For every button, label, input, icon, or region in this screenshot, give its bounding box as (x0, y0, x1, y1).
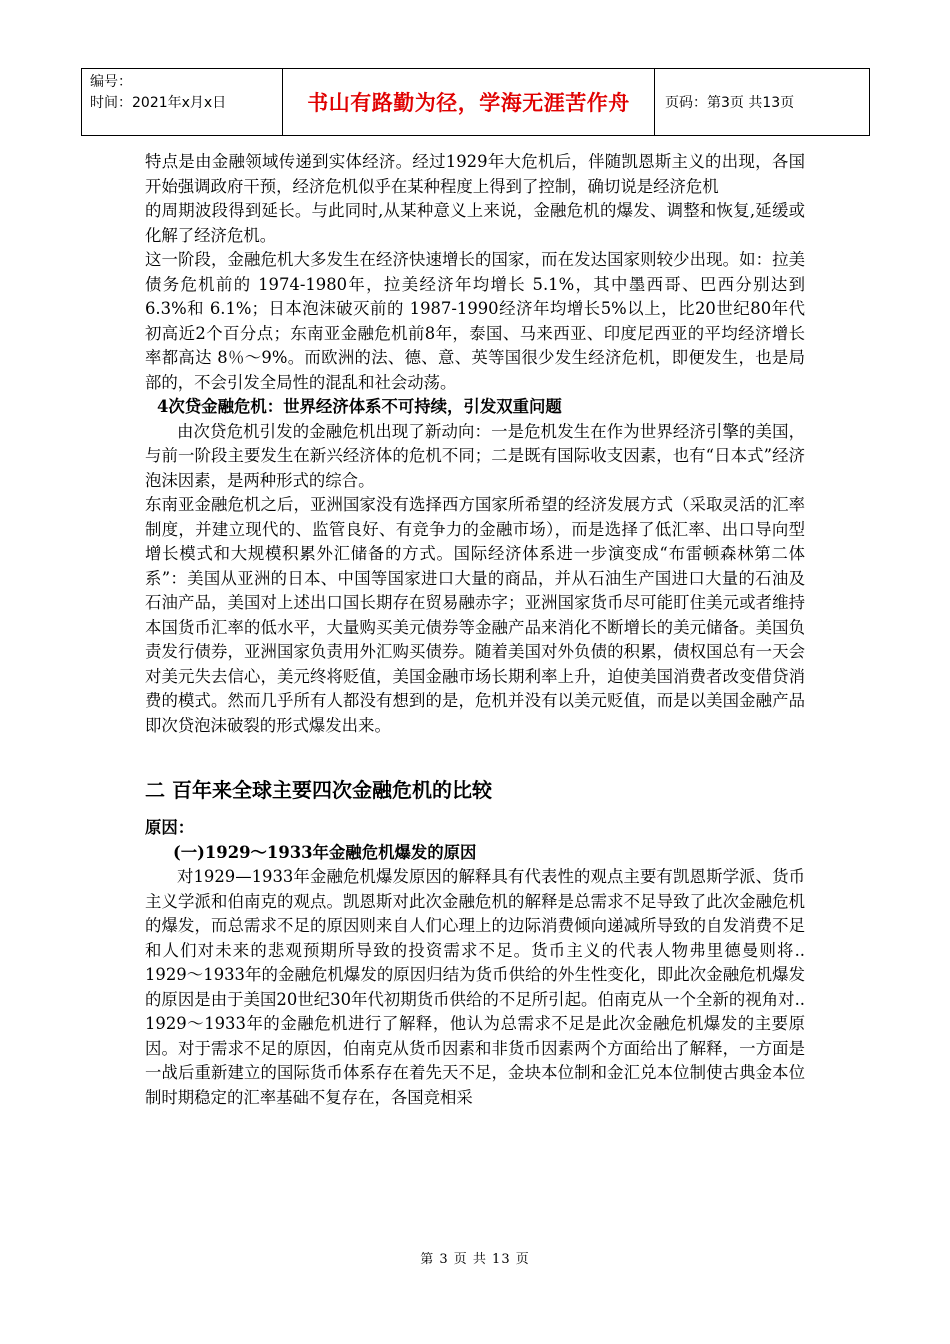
header-page-info: 页码：第3页 共13页 (665, 95, 795, 111)
paragraph-2: 的周期波段得到延长。与此同时,从某种意义上来说，金融危机的爆发、调整和恢复,延缓或化解了经济危机。 (145, 201, 805, 245)
header-number: 编号： (90, 74, 132, 90)
reason-label: 原因： (145, 818, 195, 837)
page-footer: 第 3 页 共 13 页 (420, 1252, 530, 1267)
subheading-a: (一)1929～1933年金融危机爆发的原因 (173, 842, 477, 862)
section-heading: 二 百年来全球主要四次金融危机的比较 (145, 778, 492, 802)
paragraph-6: 对1929—1933年金融危机爆发原因的解释具有代表性的观点主要有凯恩斯学派、货币主义学派和伯南克的观点。凯恩斯对此次金融危机的解释是总需求不足导致了此次金融危机的爆发，而总需求不足的原因则来自人们心理上的边际消费倾向递减所导致的自发消费不足和人们对未来的悲观预期所导致的投资需求不足。货币主义的代表人物弗里德曼则将.. 1929～1933年的金融危机爆发的原因归结为货币供给的外生性变化，即此次金融危机爆发的原因是由于美国20世纪30年代初期货币供给的不足所引起。伯南克从一个全新的视角对.. 1929～1933年的金融危机进行了解释，他认为总需求不足是此次金融危机爆发的主要原因。对于需求不足的原因，伯南克从货币因素和非货币因素两个方面给出了解释，一方面是一战后重新建立的国际货币体系存在着先天不足，金块本位制和金汇兑本位制使古典金本位制时期稳定的汇率基础不复存在，各国竞相采 (145, 867, 805, 1107)
header-meta (82, 69, 283, 135)
paragraph-1: 特点是由金融领域传递到实体经济。经过1929年大危机后，伴随凯恩斯主义的出现，各国开始强调政府干预，经济危机似乎在某种程度上得到了控制，确切说是经济危机 (145, 152, 805, 196)
document-body (145, 150, 805, 1110)
paragraph-3: 这一阶段，金融危机大多发生在经济快速增长的国家，而在发达国家则较少出现。如：拉美债务危机前的 1974-1980年，拉美经济年均增长 5.1%，其中墨西哥、巴西分别达到 6.3%和 6.1%；日本泡沫破灭前的 1987-1990经济年均增长5%以上，比20世纪80年代初高近2个百分点；东南亚金融危机前8年，泰国、马来西亚、印度尼西亚的平均经济增长率都高达 8％～9%。而欧洲的法、德、意、英等国很少发生经济危机，即便发生，也是局部的，不会引发全局性的混乱和社会动荡。 (145, 250, 805, 392)
header-motto: 书山有路勤为径，学海无涯苦作舟 (307, 91, 630, 115)
paragraph-4: 由次贷危机引发的金融危机出现了新动向：一是危机发生在作为世界经济引擎的美国，与前一阶段主要发生在新兴经济体的危机不同；二是既有国际收支因素，也有“日本式”经济泡沫因素，是两种形式的综合。 (145, 421, 805, 490)
paragraph-5: 东南亚金融危机之后，亚洲国家没有选择西方国家所希望的经济发展方式（采取灵活的汇率制度，并建立现代的、监管良好、有竞争力的金融市场），而是选择了低汇率、出口导向型增长模式和大规模积累外汇储备的方式。国际经济体系进一步演变成“布雷顿森林第二体系”：美国从亚洲的日本、中国等国家进口大量的商品，并从石油生产国进口大量的石油及石油产品，美国对上述出口国长期存在贸易融赤字；亚洲国家货币尽可能盯住美元或者维持本国货币汇率的低水平，大量购买美元债券等金融产品来消化不断增长的美元储备。美国负责发行债券，亚洲国家负责用外汇购买债券。随着美国对外负债的积累，债权国总有一天会对美元失去信心，美元终将贬值，美国金融市场长期利率上升，迫使美国消费者改变借贷消费的模式。然而几乎所有人都没有想到的是，危机并没有以美元贬值，而是以美国金融产品即次贷泡沫破裂的形式爆发出来。 (145, 495, 805, 735)
page-header-table (81, 68, 870, 136)
subheading-4: 4次贷金融危机：世界经济体系不可持续，引发双重问题 (157, 397, 562, 416)
header-motto-cell (283, 69, 655, 135)
header-time: 时间：2021年x月x日 (90, 95, 227, 111)
